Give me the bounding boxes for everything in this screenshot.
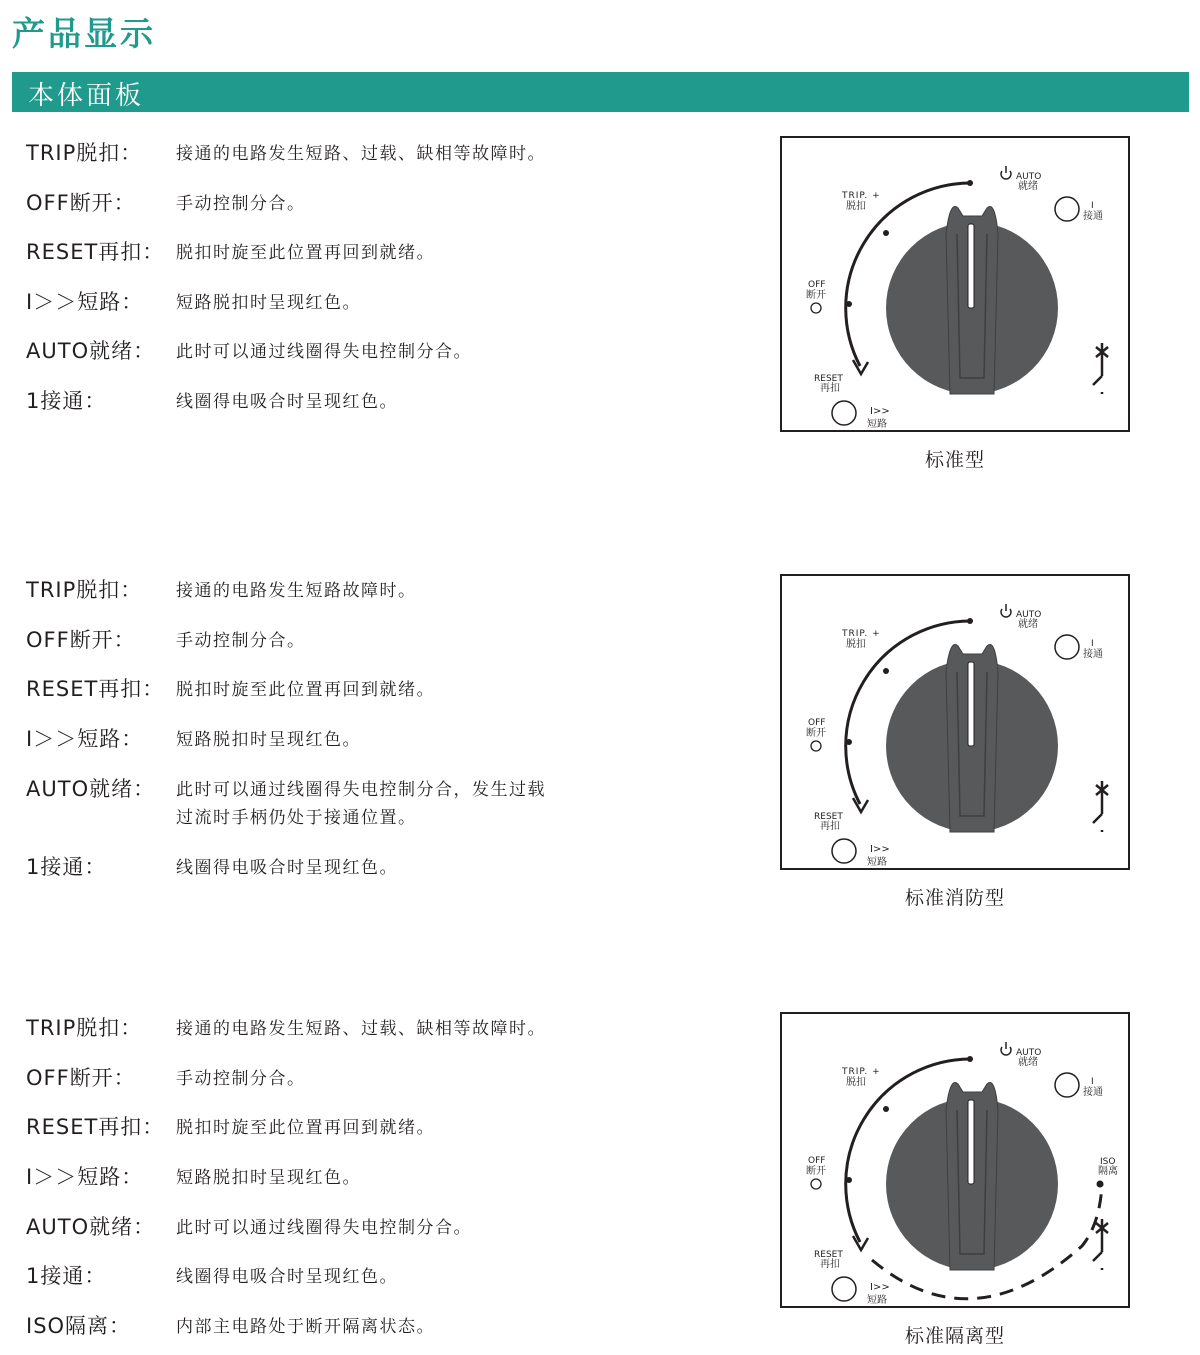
on-label-en: I (1091, 201, 1094, 211)
spec-desc: 短路脱扣时呈现红色。 (176, 293, 361, 313)
spec-label: I＞＞短路： (26, 727, 144, 751)
spec-desc: 此时可以通过线圈得失电控制分合。 (176, 1218, 472, 1238)
spec-label: I＞＞短路： (26, 1165, 144, 1189)
auto-label-cn: 就绪 (1018, 619, 1038, 630)
spec-label: RESET再扣： (26, 240, 165, 264)
spec-desc: 手动控制分合。 (176, 1069, 306, 1089)
off-label-cn: 断开 (806, 728, 826, 739)
page-title: 产品显示 (12, 14, 156, 53)
spec-desc: 接通的电路发生短路故障时。 (176, 581, 417, 601)
on-label-en: I (1091, 639, 1094, 649)
on-label-cn: 接通 (1083, 649, 1103, 660)
off-label-en: OFF (808, 718, 826, 728)
trip-label-cn: 脱扣 (846, 1077, 866, 1088)
spec-label: OFF断开： (26, 1066, 136, 1090)
spec-label: OFF断开： (26, 191, 136, 215)
auto-label-cn: 就绪 (1018, 181, 1038, 192)
section-banner (12, 72, 1189, 112)
spec-desc: 此时可以通过线圈得失电控制分合，发生过载 (176, 780, 546, 800)
spec-desc: 短路脱扣时呈现红色。 (176, 730, 361, 750)
spec-label: 1接通： (26, 1264, 107, 1288)
breaker-symbol-icon (1093, 343, 1108, 394)
panel-caption: 标准型 (924, 449, 985, 471)
trip-label-cn: 脱扣 (846, 639, 866, 650)
auto-label-en: AUTO (1016, 610, 1042, 620)
short-label-en: I>> (870, 844, 890, 855)
on-label-en: I (1091, 1077, 1094, 1087)
power-icon (1001, 604, 1011, 617)
spec-label: 1接通： (26, 389, 107, 413)
panel-diagram (780, 574, 1130, 870)
trip-label-cn: 脱扣 (846, 201, 866, 212)
spec-desc: 接通的电路发生短路、过载、缺相等故障时。 (176, 144, 546, 164)
auto-label-en: AUTO (1016, 1048, 1042, 1058)
reset-label-en: RESET (814, 812, 843, 822)
spec-label: ISO隔离： (26, 1314, 132, 1338)
spec-desc: 过流时手柄仍处于接通位置。 (176, 808, 417, 828)
spec-desc: 线圈得电吸合时呈现红色。 (176, 392, 398, 412)
power-icon (1001, 1042, 1011, 1055)
spec-label: TRIP脱扣： (26, 1016, 143, 1040)
spec-label: I＞＞短路： (26, 290, 144, 314)
panel-diagram (780, 136, 1130, 432)
short-label-en: I>> (870, 1282, 890, 1293)
breaker-symbol-icon (1093, 1219, 1108, 1270)
spec-desc: 短路脱扣时呈现红色。 (176, 1168, 361, 1188)
spec-desc: 手动控制分合。 (176, 194, 306, 214)
spec-label: TRIP脱扣： (26, 578, 143, 602)
reset-label-cn: 再扣 (820, 821, 840, 832)
spec-label: AUTO就绪： (26, 339, 156, 363)
breaker-symbol-icon (1093, 781, 1108, 832)
on-label-cn: 接通 (1083, 211, 1103, 222)
spec-label: RESET再扣： (26, 1115, 165, 1139)
panel-diagram (780, 1012, 1130, 1308)
spec-desc: 线圈得电吸合时呈现红色。 (176, 858, 398, 878)
trip-label-en: TRIP. + (842, 629, 881, 639)
trip-label-en: TRIP. + (842, 1067, 881, 1077)
spec-label: OFF断开： (26, 628, 136, 652)
off-label-en: OFF (808, 1156, 826, 1166)
iso-label-en: ISO (1100, 1157, 1116, 1167)
trip-label-en: TRIP. + (842, 191, 881, 201)
off-label-cn: 断开 (806, 1166, 826, 1177)
auto-label-cn: 就绪 (1018, 1057, 1038, 1068)
spec-desc: 接通的电路发生短路、过载、缺相等故障时。 (176, 1019, 546, 1039)
panel-caption: 标准消防型 (904, 887, 1005, 909)
short-label-cn: 短路 (867, 419, 887, 430)
short-label-cn: 短路 (867, 1295, 887, 1306)
reset-label-en: RESET (814, 374, 843, 384)
auto-label-en: AUTO (1016, 172, 1042, 182)
spec-desc: 脱扣时旋至此位置再回到就绪。 (176, 680, 435, 700)
spec-label: 1接通： (26, 855, 107, 879)
off-label-en: OFF (808, 280, 826, 290)
short-label-cn: 短路 (867, 857, 887, 868)
reset-label-cn: 再扣 (820, 1259, 840, 1270)
spec-desc: 线圈得电吸合时呈现红色。 (176, 1267, 398, 1287)
on-label-cn: 接通 (1083, 1087, 1103, 1098)
spec-desc: 脱扣时旋至此位置再回到就绪。 (176, 1118, 435, 1138)
iso-label-cn: 隔离 (1098, 1166, 1118, 1177)
off-label-cn: 断开 (806, 290, 826, 301)
spec-label: RESET再扣： (26, 677, 165, 701)
spec-label: TRIP脱扣： (26, 141, 143, 165)
spec-desc: 手动控制分合。 (176, 631, 306, 651)
reset-label-en: RESET (814, 1250, 843, 1260)
power-icon (1001, 166, 1011, 179)
spec-desc: 脱扣时旋至此位置再回到就绪。 (176, 243, 435, 263)
banner-title: 本体面板 (28, 81, 145, 111)
panel-caption: 标准隔离型 (904, 1325, 1005, 1347)
spec-desc: 内部主电路处于断开隔离状态。 (176, 1317, 435, 1337)
short-label-en: I>> (870, 406, 890, 417)
reset-label-cn: 再扣 (820, 383, 840, 394)
spec-label: AUTO就绪： (26, 1215, 156, 1239)
spec-desc: 此时可以通过线圈得失电控制分合。 (176, 342, 472, 362)
spec-label: AUTO就绪： (26, 777, 156, 801)
